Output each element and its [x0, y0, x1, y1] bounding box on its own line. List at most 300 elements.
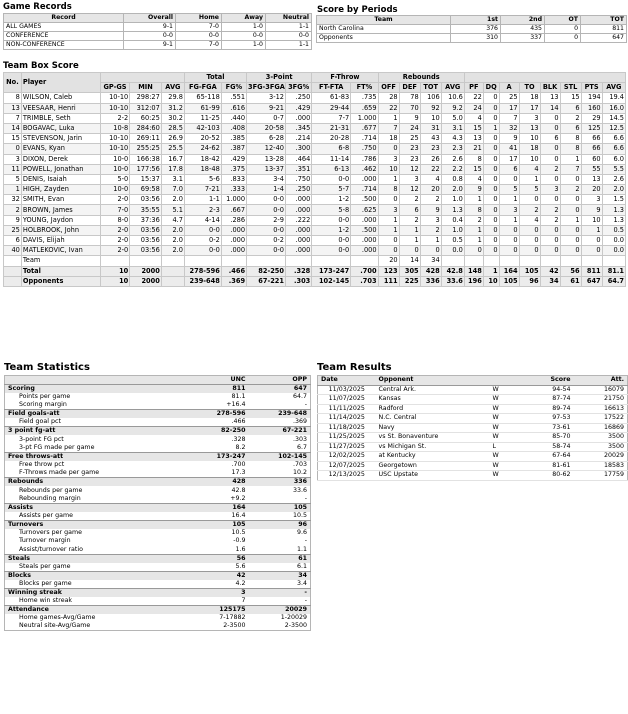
stat-value: 0 — [499, 174, 519, 184]
stat-value: 20 — [420, 185, 441, 195]
stat-value: 0-0 — [247, 246, 286, 256]
unc-value: 428 — [187, 478, 249, 487]
stat-value: 196 — [464, 276, 483, 286]
game-records-title: Game Records — [3, 2, 72, 12]
column-header: TOT — [581, 16, 627, 25]
stat-value: 5-0 — [100, 174, 129, 184]
opponent-name: Central Ark. — [376, 385, 490, 395]
column-header: STL — [560, 83, 581, 93]
stat-value: 28.5 — [161, 123, 184, 133]
stat-row — [5, 546, 311, 555]
attendance: 18583 — [574, 461, 628, 471]
stat-value: 9-21 — [247, 103, 286, 113]
game-score: 97-53 — [524, 414, 574, 424]
stat-value: 1-4 — [247, 185, 286, 195]
result-row — [318, 423, 628, 433]
stat-value: .250 — [285, 93, 311, 103]
stat-value: 0 — [483, 164, 499, 174]
stat-value: 0 — [540, 144, 560, 154]
stat-value: 1.5 — [602, 195, 625, 205]
player-name: HOLBROOK, John — [21, 225, 100, 235]
stat-value: 0 — [519, 225, 540, 235]
stat-value: 32 — [499, 123, 519, 133]
stat-row — [5, 469, 311, 478]
stat-value: .000 — [221, 246, 246, 256]
column-header: FT% — [351, 83, 378, 93]
column-header: PTS — [581, 83, 602, 93]
stat-value: 1.000 — [351, 113, 378, 123]
record-value: 0-0 — [266, 32, 312, 41]
stat-value: 0 — [560, 236, 581, 246]
stat-value: 13 — [464, 134, 483, 144]
game-date: 11/18/2025 — [318, 423, 376, 433]
stat-label: Blocks per game — [19, 579, 72, 587]
stat-value: 1 — [378, 174, 399, 184]
stat-value: 2.0 — [161, 236, 184, 246]
stat-value: 2-0 — [100, 195, 129, 205]
stat-value: 20-58 — [247, 123, 286, 133]
stat-value: 24 — [399, 123, 420, 133]
stat-value: 18 — [519, 93, 540, 103]
stat-label: 3 point fg-att — [5, 427, 187, 436]
stat-value — [312, 256, 351, 266]
stat-value: 125 — [581, 123, 602, 133]
stat-value: 298:27 — [130, 93, 162, 103]
stat-label: Steals — [5, 554, 187, 563]
stat-value: 03:56 — [130, 225, 162, 235]
stat-label: Scoring margin — [19, 401, 67, 409]
jersey-number: 3 — [4, 154, 22, 164]
stat-row — [5, 580, 311, 589]
opp-value: 67-221 — [249, 427, 311, 436]
stat-value: 0 — [420, 246, 441, 256]
jersey-number: 2 — [4, 205, 22, 215]
record-value: 1-0 — [222, 41, 266, 50]
stat-value: 24-62 — [184, 144, 221, 154]
stat-value: .500 — [351, 225, 378, 235]
jersey-number: 6 — [4, 236, 22, 246]
stat-value: 2 — [399, 195, 420, 205]
stat-value: 10-0 — [100, 164, 129, 174]
stat-value: .385 — [221, 134, 246, 144]
opp-value: - — [304, 494, 307, 502]
opp-value: 33.6 — [292, 486, 307, 494]
player-name: DENIS, Isaiah — [21, 174, 100, 184]
attendance: 17522 — [574, 414, 628, 424]
stat-value: 0.0 — [602, 246, 625, 256]
jersey-number: 14 — [4, 123, 22, 133]
stat-value: .408 — [221, 123, 246, 133]
stat-value: 0 — [540, 174, 560, 184]
unc-value: 125175 — [187, 605, 249, 614]
game-date: 12/07/2025 — [318, 461, 376, 471]
stat-value: 20-28 — [312, 134, 351, 144]
result-flag: W — [490, 385, 524, 395]
stat-value — [464, 256, 483, 266]
jersey-number: 13 — [4, 103, 22, 113]
stat-value: .677 — [351, 123, 378, 133]
unc-value: .466 — [231, 418, 246, 426]
opponent-name: at Kentucky — [376, 452, 490, 462]
opp-value: 61 — [249, 554, 311, 563]
stat-value: 0 — [560, 174, 581, 184]
stat-value: 13-28 — [247, 154, 286, 164]
stat-value: 1-2 — [312, 225, 351, 235]
column-header: Record — [4, 14, 124, 23]
opponent-name: Kansas — [376, 395, 490, 405]
opponent-name: N.C. Central — [376, 414, 490, 424]
result-row — [318, 395, 628, 405]
stat-row — [5, 529, 311, 537]
jersey-number — [4, 256, 22, 266]
opp-value: 105 — [249, 503, 311, 512]
player-row — [4, 205, 626, 215]
stat-label: 3-pt FG made per game — [19, 443, 95, 451]
player-name: TRIMBLE, Seth — [21, 113, 100, 123]
player-name: Team — [21, 256, 100, 266]
stat-value: 312:07 — [130, 103, 162, 113]
stat-value: 305 — [399, 266, 420, 276]
score-by-periods-title: Score by Periods — [317, 5, 398, 15]
game-records-header-row — [4, 14, 312, 23]
player-row — [4, 93, 626, 103]
player-name: SMITH, Evan — [21, 195, 100, 205]
stat-value: 284:60 — [130, 123, 162, 133]
stat-value: 0 — [378, 144, 399, 154]
player-row — [4, 113, 626, 123]
group-header-row — [4, 73, 626, 83]
stat-value: 33.6 — [441, 276, 464, 286]
result-flag: W — [490, 414, 524, 424]
stat-value: 1 — [464, 236, 483, 246]
record-value: 7-0 — [176, 41, 222, 50]
stat-value — [161, 256, 184, 266]
stat-section-row — [5, 385, 311, 394]
stat-value: 16.0 — [602, 103, 625, 113]
stat-value: 15 — [464, 164, 483, 174]
stat-value: 22 — [464, 93, 483, 103]
stat-value: 70 — [399, 103, 420, 113]
stat-value: 5 — [499, 185, 519, 195]
stat-value: 194 — [581, 93, 602, 103]
stat-value: 239-648 — [184, 276, 221, 286]
stat-value: 8 — [560, 144, 581, 154]
player-name: EVANS, Kyan — [21, 144, 100, 154]
results-header-row — [318, 376, 628, 386]
stat-row — [5, 512, 311, 521]
stat-value: 0 — [483, 246, 499, 256]
stat-value: 61-99 — [184, 103, 221, 113]
stat-value: 1 — [378, 215, 399, 225]
stat-value: 6 — [399, 205, 420, 215]
record-label: CONFERENCE — [4, 32, 124, 41]
stat-value: 42.8 — [441, 266, 464, 276]
player-row — [4, 225, 626, 235]
stat-row — [5, 622, 311, 631]
stat-value: 3 — [581, 195, 602, 205]
stat-row — [5, 614, 311, 622]
record-value: 7-0 — [176, 23, 222, 32]
stat-value — [221, 256, 246, 266]
stat-value: 14.5 — [602, 113, 625, 123]
player-row — [4, 164, 626, 174]
unc-value: 56 — [187, 554, 249, 563]
player-name: DAVIS, Elijah — [21, 236, 100, 246]
stat-value: 3 — [540, 185, 560, 195]
stat-value: 10 — [581, 215, 602, 225]
stat-value: 4.3 — [441, 134, 464, 144]
stat-value: 0 — [560, 246, 581, 256]
stat-value: 0 — [483, 144, 499, 154]
stat-value: 269:11 — [130, 134, 162, 144]
jersey-number: 9 — [4, 215, 22, 225]
stat-value: 37:36 — [130, 215, 162, 225]
stat-value: .345 — [285, 123, 311, 133]
stat-value: 7 — [560, 164, 581, 174]
attendance: 17759 — [574, 471, 628, 481]
stat-value: 2.0 — [161, 225, 184, 235]
unc-value: 10.5 — [231, 528, 246, 536]
stat-value: 105 — [499, 276, 519, 286]
team-results-title: Team Results — [317, 362, 392, 373]
stat-value — [602, 256, 625, 266]
stat-value: 03:56 — [130, 236, 162, 246]
stat-value: 2-0 — [100, 236, 129, 246]
stat-value: 5.0 — [441, 113, 464, 123]
column-header: Score — [524, 376, 574, 386]
stat-value: 9 — [420, 205, 441, 215]
stat-value: 03:56 — [130, 246, 162, 256]
stat-value: 14 — [540, 103, 560, 113]
stat-value: 6 — [560, 123, 581, 133]
stat-value: 0 — [540, 123, 560, 133]
stat-value: 10 — [100, 276, 129, 286]
column-header: Player — [21, 73, 100, 93]
stat-value: 28 — [378, 93, 399, 103]
result-row — [318, 404, 628, 414]
period-score: 647 — [581, 34, 627, 43]
attendance: 20029 — [574, 452, 628, 462]
stat-value: 3.1 — [161, 174, 184, 184]
stat-value: 1.000 — [221, 195, 246, 205]
column-header: BLK — [540, 83, 560, 93]
stat-value: 6-28 — [247, 134, 286, 144]
stat-value: 0.0 — [602, 236, 625, 246]
result-flag: W — [490, 433, 524, 443]
stat-value: 2 — [399, 215, 420, 225]
opp-value: .303 — [292, 435, 307, 443]
stat-value: 3-12 — [247, 93, 286, 103]
opp-value: .369 — [292, 418, 307, 426]
stat-value: .000 — [351, 246, 378, 256]
stat-value: 9 — [399, 113, 420, 123]
stat-value: 0 — [560, 205, 581, 215]
stat-value: 4 — [519, 215, 540, 225]
stat-value: 0 — [540, 154, 560, 164]
player-name: BOGAVAC, Luka — [21, 123, 100, 133]
result-row — [318, 414, 628, 424]
stat-label: Neutral site-Avg/Game — [19, 622, 91, 630]
stat-value — [499, 256, 519, 266]
record-value: 9-1 — [124, 41, 176, 50]
game-date: 11/11/2025 — [318, 404, 376, 414]
stat-value: 7.0 — [161, 185, 184, 195]
stat-value: 1 — [560, 215, 581, 225]
column-header — [490, 376, 524, 386]
column-header: Neutral — [266, 14, 312, 23]
player-name: POWELL, Jonathan — [21, 164, 100, 174]
unc-value: 7-17882 — [219, 613, 246, 621]
stat-value: 10 — [483, 276, 499, 286]
game-score: 89-74 — [524, 404, 574, 414]
stat-value — [441, 256, 464, 266]
stat-value: 3 — [499, 205, 519, 215]
stat-value: 25 — [399, 134, 420, 144]
stat-value: 15:37 — [130, 174, 162, 184]
game-score: 58-74 — [524, 442, 574, 452]
group-header: 3-Point — [247, 73, 312, 83]
game-score: 73-61 — [524, 423, 574, 433]
player-row — [4, 154, 626, 164]
period-score: 310 — [451, 34, 501, 43]
stat-value: 0 — [483, 185, 499, 195]
stat-value: 1-1 — [184, 195, 221, 205]
opp-value: 1-20029 — [280, 613, 307, 621]
stat-value: 34 — [540, 276, 560, 286]
stat-value: 60 — [581, 154, 602, 164]
result-row — [318, 461, 628, 471]
stat-value: 24 — [464, 103, 483, 113]
stat-value: 10-10 — [100, 144, 129, 154]
jersey-number: 7 — [4, 113, 22, 123]
stat-value: 2 — [560, 113, 581, 123]
stat-value: .333 — [221, 185, 246, 195]
stat-value: 10-10 — [100, 103, 129, 113]
stat-value: .222 — [285, 215, 311, 225]
stat-value: 3 — [519, 113, 540, 123]
unc-value: 8.2 — [235, 443, 246, 451]
game-score: 85-70 — [524, 433, 574, 443]
jersey-number: 15 — [4, 134, 22, 144]
opp-value: 647 — [249, 385, 311, 394]
stat-value: 10-10 — [100, 93, 129, 103]
stat-row — [5, 597, 311, 606]
stat-value: 66 — [581, 144, 602, 154]
record-value: 1-1 — [266, 23, 312, 32]
stat-value: 18-48 — [184, 164, 221, 174]
unc-value: 105 — [187, 520, 249, 529]
stat-value: 2-2 — [100, 113, 129, 123]
stat-value: 12.5 — [602, 123, 625, 133]
stat-value: 0-0 — [247, 205, 286, 215]
stat-value: 0 — [499, 236, 519, 246]
stat-value: 2-9 — [247, 215, 286, 225]
stat-section-row — [5, 427, 311, 436]
stat-value: .625 — [351, 205, 378, 215]
stat-value: 82-250 — [247, 266, 286, 276]
opp-value: 336 — [249, 478, 311, 487]
stat-value: 2.0 — [441, 185, 464, 195]
stat-value: 3 — [378, 205, 399, 215]
stat-value: .000 — [351, 215, 378, 225]
player-name: DIXON, Derek — [21, 154, 100, 164]
result-row — [318, 433, 628, 443]
stat-value: 1.0 — [441, 195, 464, 205]
score-by-periods-table — [316, 15, 627, 43]
table-row — [317, 34, 627, 43]
stat-label: Turnovers per game — [19, 528, 82, 536]
stat-value: 15 — [464, 123, 483, 133]
stat-value — [351, 256, 378, 266]
stat-value: 0-0 — [247, 225, 286, 235]
stat-value: 1 — [519, 174, 540, 184]
unc-value: 3 — [187, 588, 249, 597]
opp-value: 64.7 — [292, 393, 307, 401]
stat-value: 29-44 — [312, 103, 351, 113]
stat-value: .616 — [221, 103, 246, 113]
stat-value: .750 — [285, 174, 311, 184]
stat-value: 19.4 — [602, 93, 625, 103]
stat-value: 1 — [464, 225, 483, 235]
group-header — [100, 73, 184, 83]
team-statistics-title: Team Statistics — [4, 362, 90, 373]
unc-value: 1.6 — [235, 545, 246, 553]
stat-section-row — [5, 554, 311, 563]
stat-value: .000 — [221, 236, 246, 246]
opp-value: 34 — [249, 571, 311, 580]
column-header: DEF — [399, 83, 420, 93]
stat-value: .714 — [351, 134, 378, 144]
period-score: 0 — [545, 34, 581, 43]
unc-value: +9.2 — [230, 494, 246, 502]
stat-value: 1 — [499, 195, 519, 205]
stat-value: 8 — [464, 205, 483, 215]
table-row — [317, 25, 627, 34]
stat-value: 2-3 — [184, 205, 221, 215]
unc-value: 2-3500 — [223, 622, 246, 630]
column-header: Away — [222, 14, 266, 23]
stat-value: 2000 — [130, 276, 162, 286]
column-header: Att. — [574, 376, 628, 386]
stat-value: .328 — [285, 266, 311, 276]
stat-value: 0 — [581, 236, 602, 246]
stat-value: 17 — [499, 154, 519, 164]
game-date: 11/14/2025 — [318, 414, 376, 424]
stat-value: 26 — [420, 154, 441, 164]
stat-value: 3-4 — [247, 174, 286, 184]
record-value: 1-1 — [266, 41, 312, 50]
stat-value: 6-8 — [312, 144, 351, 154]
player-name: WILSON, Caleb — [21, 93, 100, 103]
stat-value: 23 — [399, 144, 420, 154]
stat-value: 2.0 — [602, 185, 625, 195]
stat-value: 10 — [100, 266, 129, 276]
stat-label: Blocks — [5, 571, 187, 580]
stat-value: 0-0 — [184, 246, 221, 256]
stat-value: 22 — [378, 103, 399, 113]
stat-value: 0 — [499, 225, 519, 235]
stat-row — [5, 563, 311, 572]
opp-value: 6.7 — [296, 443, 307, 451]
column-header: FT-FTA — [312, 83, 351, 93]
stat-label: Field goals-att — [5, 410, 187, 419]
stat-value: 0 — [399, 246, 420, 256]
stat-value: 13 — [540, 93, 560, 103]
stat-value: 2 — [420, 195, 441, 205]
player-row — [4, 195, 626, 205]
stat-value: 0-2 — [184, 236, 221, 246]
column-header: OPP — [249, 376, 311, 385]
